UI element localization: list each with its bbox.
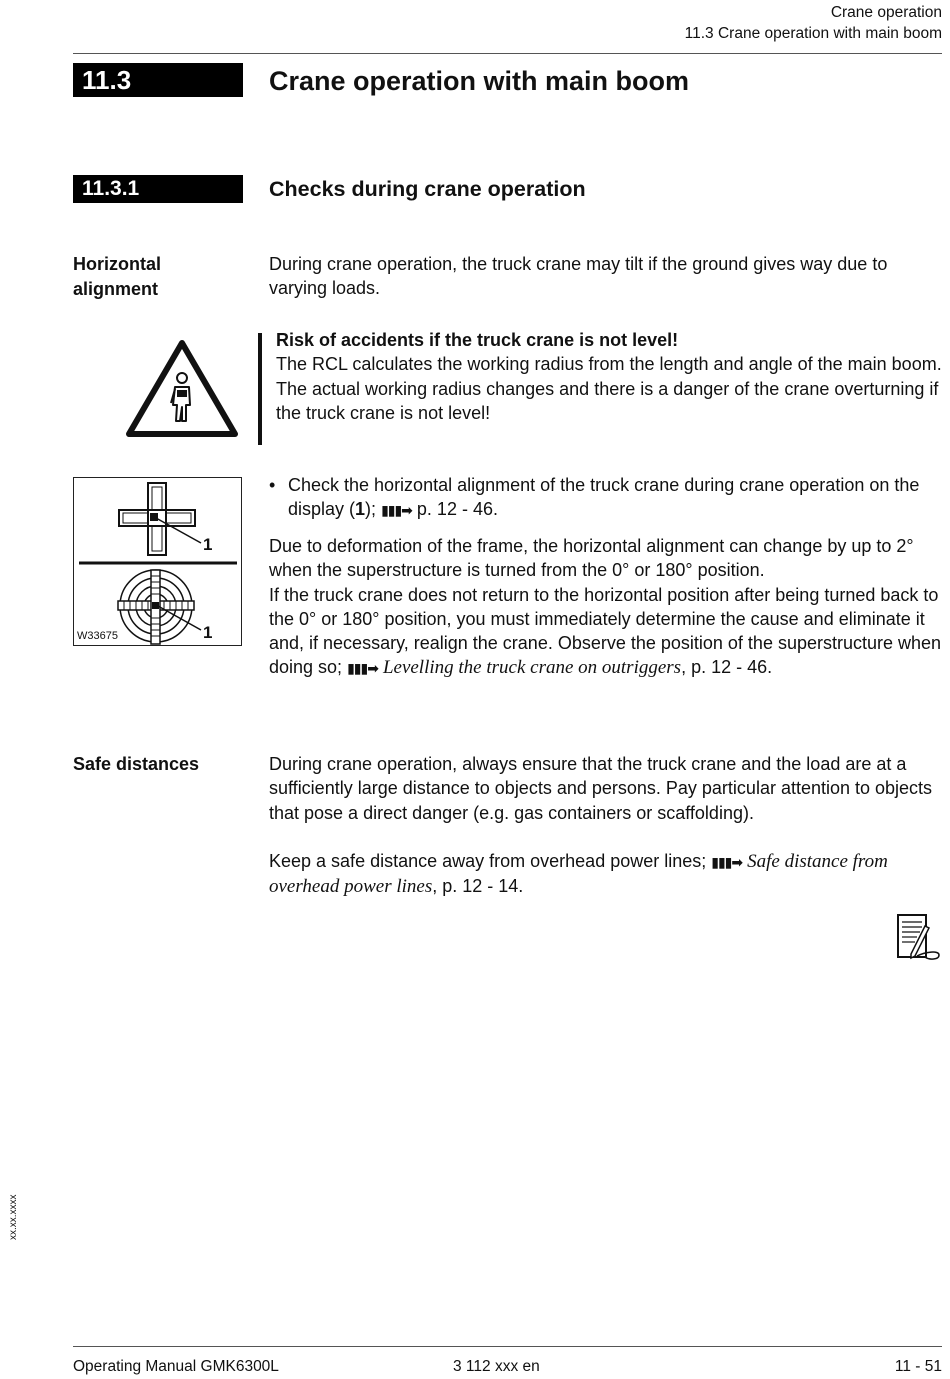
safe-distances-paragraph-1: During crane operation, always ensure that the truck crane and the load are at a sufficiently large distance to objects and persons. Pay particular attention to objects that pose a direct danger (e.g. gas containers or scaffolding). — [269, 754, 933, 823]
safe-distances-label: Safe distances — [73, 754, 200, 774]
footer-rule — [73, 1346, 942, 1347]
footer-doc-number: 3 112 xxx en — [453, 1358, 540, 1375]
figure-code: W33675 — [77, 630, 118, 642]
warning-title: Risk of accidents if the truck crane is not level! — [276, 330, 679, 350]
levelling-link[interactable]: Levelling the truck crane on outriggers — [382, 657, 682, 679]
subsection-title: Checks during crane operation — [269, 177, 586, 201]
display-figure — [73, 477, 242, 646]
check-bullet-text: Check the horizontal alignment of the truck crane during crane operation on the display (1); ▮▮▮➡ p. 12 - 46. — [288, 475, 920, 520]
side-code: xx.xx.xxxx — [8, 1194, 19, 1240]
warning-body: The RCL calculates the working radius from the length and angle of the main boom. The actual working radius changes and there is a danger of the crane overturning if the truck crane is not level! — [276, 354, 942, 423]
cross-reference-arrow-icon: ▮▮▮➡ — [381, 502, 412, 519]
alignment-display-illustration — [74, 478, 243, 647]
figure-callout-1-top: 1 — [203, 535, 213, 554]
footer-page-number: 11 - 51 — [894, 1358, 942, 1375]
section-number-box: 11.3 — [73, 63, 243, 97]
return-paragraph: If the truck crane does not return to the horizontal position after being turned back to the 0° or 180° position, you must immediately determine the cause and eliminate it and, if necessary, realign the crane. Observe the position of the superstructure when doing so; ▮▮▮➡ Levelling the truck crane on outriggers, p. 12 - 46. — [269, 584, 942, 679]
figure-callout-1-bottom: 1 — [203, 623, 213, 642]
horizontal-alignment-intro: During crane operation, the truck crane may tilt if the ground gives way due to varying loads. — [269, 254, 888, 299]
safe-distances-paragraph-2: Keep a safe distance away from overhead power lines; ▮▮▮➡ Safe distance from overhead power lines, p. 12 - 14. — [269, 851, 888, 898]
header-rule — [73, 53, 942, 54]
header-chapter: Crane operation — [830, 4, 942, 21]
cross-reference-arrow-icon: ▮▮▮➡ — [711, 854, 743, 870]
bullet-point: • — [269, 475, 276, 495]
note-pad-icon — [895, 912, 943, 962]
footer-manual-title: Operating Manual GMK6300L — [73, 1358, 279, 1375]
warning-bar — [258, 333, 262, 445]
subsection-number-box: 11.3.1 — [73, 175, 243, 203]
section-title: Crane operation with main boom — [269, 66, 690, 96]
cross-reference-arrow-icon: ▮▮▮➡ — [347, 660, 378, 677]
running-header — [685, 2, 942, 44]
horizontal-alignment-label: Horizontal alignment — [73, 254, 161, 299]
header-section: 11.3 Crane operation with main boom — [684, 25, 942, 42]
cross-reference-link[interactable]: p. 12 - 46. — [416, 499, 498, 520]
check-bullet — [269, 473, 945, 523]
deformation-paragraph: Due to deformation of the frame, the horizontal alignment can change by up to 2° when the superstructure is turned from the 0° or 180° position. If the truck crane does not return to the horizontal position after being turned back to the 0° or 180° position, you must immediately determine the cause and eliminate it and, if necessary, realign the crane. Observe the position of the superstructure when doing so; ▮▮▮➡ Levelling the truck crane on outriggers, p. 12 - 46. — [269, 534, 945, 681]
warning-text — [276, 328, 946, 425]
power-lines-link[interactable]: Safe distance from overhead power lines — [269, 851, 888, 898]
person-in-triangle-warning-icon — [124, 337, 240, 441]
